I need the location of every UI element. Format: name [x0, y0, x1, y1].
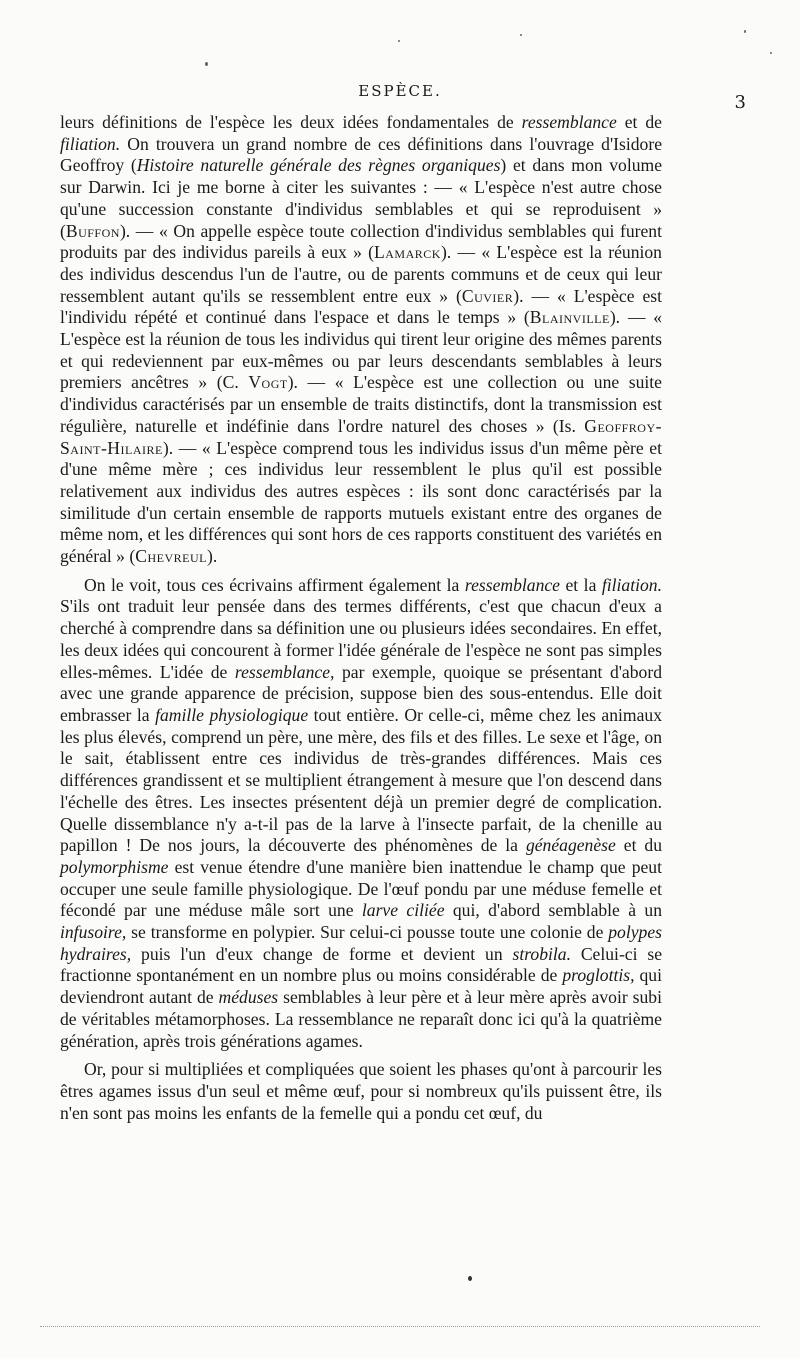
text-run: qui deviendront autant de	[60, 965, 662, 1008]
text-run: et du	[615, 835, 662, 856]
text-run: et la	[559, 574, 602, 595]
text-run: ). — « On appelle espèce toute collection d'individus semblables qui furent produits par des individus pareils à eux » (	[60, 220, 662, 263]
printer-mark-dot	[468, 1276, 472, 1281]
scan-speck	[520, 34, 522, 36]
italic-term: larve ciliée	[361, 900, 445, 921]
text-run: On le voit, tous ces écrivains affirment également la	[84, 574, 465, 595]
text-run: S'ils ont traduit leur pensée dans des termes différents, c'est que chacun d'eux a cherché à comprendre dans sa définition une ou plusieurs idées secondaires. En effet, les deux idées qui concourent à former l'idée générale de l'espèce ne sont pas simples elles-mêmes. L'idée de	[60, 596, 662, 682]
paragraph	[60, 112, 662, 568]
text-run: leurs définitions de l'espèce les deux idées fondamentales de	[60, 112, 522, 132]
italic-term: ressemblance,	[234, 661, 335, 682]
page-header	[60, 82, 746, 113]
scan-edge-line	[40, 1326, 760, 1327]
author-name: Cuvier	[461, 285, 514, 306]
italic-term: proglottis,	[562, 965, 635, 986]
body-text	[60, 112, 662, 1124]
italic-term: généagenèse	[525, 835, 616, 856]
italic-term: filiation.	[601, 574, 662, 595]
text-run: ).	[206, 546, 218, 567]
paragraph	[60, 1059, 662, 1124]
text-run: ). — « L'espèce est une collection ou une suite d'individus caractérisés par un ensemble de traits distinctifs, dont la transmission est régulière, naturelle et indéfinie dans l'ordre naturel des choses » (Is.	[60, 372, 662, 436]
paragraph	[60, 575, 662, 1052]
italic-term: méduses	[218, 987, 279, 1008]
scan-speck	[770, 52, 772, 54]
italic-term: infusoire,	[60, 922, 127, 943]
text-run: semblables à leur père et à leur mère après avoir subi de véritables métamorphoses. La ressemblance ne reparaît donc ici qu'à la quatrième génération, après trois générations agames.	[60, 987, 662, 1051]
italic-term: polypes hydraires,	[60, 922, 662, 964]
text-run: qui, d'abord semblable à un	[444, 900, 663, 921]
italic-term: ressemblance	[521, 112, 617, 132]
text-run: par exemple, quoique se présentant d'abord avec une grande apparence de précision, suppose bien des sous-entendus. Elle doit embrasser la	[60, 661, 662, 725]
scan-speck	[744, 30, 746, 33]
author-name: Lamarck	[374, 242, 441, 263]
text-run: On trouvera un grand nombre de ces définitions dans l'ouvrage d'Isidore Geoffroy (	[60, 133, 662, 176]
author-name: Geoffroy-Saint-Hilaire	[60, 415, 662, 458]
text-run: est venue étendre d'une manière bien inattendue le champ que peut occuper une seule famille physiologique. De l'œuf pondu par une méduse femelle et fécondé par une méduse mâle sort une	[60, 856, 662, 921]
italic-term: filiation.	[60, 133, 121, 154]
italic-term: polymorphisme	[60, 856, 169, 877]
author-name: Vogt	[248, 372, 288, 393]
text-run: ). — « L'espèce est la réunion de tous les individus qui tirent leur origine des mêmes parents et qui redeviennent par eux-mêmes ou par leurs descendants semblables à leurs premiers ancêtres » (C.	[60, 307, 662, 393]
text-run: ). — « L'espèce comprend tous les individus issus d'un même père et d'une même mère ; ces individus leur ressemblent le plus qu'il est possible relativement aux individus des autres espèces : ils sont donc caractérisés par la similitude d'un certain ensemble de rapports mutuels existant entre des organes de même nom, et les différences qui sont hors de ces rapports constituent des variétés en général » (	[60, 437, 662, 567]
italic-term: Histoire naturelle générale des règnes organiques	[136, 155, 501, 176]
italic-term: famille physiologique	[155, 704, 309, 725]
author-name: Buffon	[65, 220, 120, 241]
text-run: ). — « L'espèce est l'individu répété et continué dans l'espace et dans le temps » (	[60, 285, 662, 328]
author-name: Chevreul	[135, 546, 207, 567]
text-run: Celui-ci se fractionne spontanément en un nombre plus ou moins considérable de	[60, 943, 662, 986]
italic-term: ressemblance	[464, 574, 560, 595]
text-run: tout entière. Or celle-ci, même chez les animaux les plus élevés, comprend un père, une mère, des fils et des filles. Le sexe et l'âge, on le sait, établissent entre ces individus de très-grandes différences. Mais ces différences grandissent et se multiplient étrangement à mesure que l'on descend dans l'échelle des êtres. Les insectes présentent déjà un premier degré de complication. Quelle dissemblance n'y a-t-il pas de la larve à l'insecte parfait, de la chenille au papillon ! De nos jours, la découverte des phénomènes de la	[60, 704, 662, 856]
text-run: puis l'un d'eux change de forme et devient un	[131, 943, 513, 964]
text-run: se transforme en polypier. Sur celui-ci pousse toute une colonie de	[126, 922, 609, 943]
text-run: et de	[616, 112, 662, 132]
author-name: Blainville	[529, 307, 610, 328]
text-run: ). — « L'espèce est la réunion des individus descendus l'un de l'autre, ou de parents communs et de ceux qui leur ressemblent autant qu'ils se ressemblent entre eux » (	[60, 242, 662, 306]
scan-speck	[398, 40, 400, 42]
page-number: 3	[734, 92, 746, 113]
scan-speck	[205, 62, 208, 66]
italic-term: strobila.	[512, 943, 571, 964]
text-run: ) et dans mon volume sur Darwin. Ici je me borne à citer les suivantes : — « L'espèce n'est autre chose qu'une succession constante d'individus semblables et qui se reproduisent » (	[60, 155, 662, 241]
text-run: Or, pour si multipliées et compliquées que soient les phases qu'ont à parcourir les êtres agames issus d'un seul et même œuf, pour si nombreux qu'ils puissent être, ils n'en sont pas moins les enfants de la femelle qui a pondu cet œuf, du	[60, 1059, 662, 1123]
running-head: ESPÈCE.	[358, 82, 442, 100]
